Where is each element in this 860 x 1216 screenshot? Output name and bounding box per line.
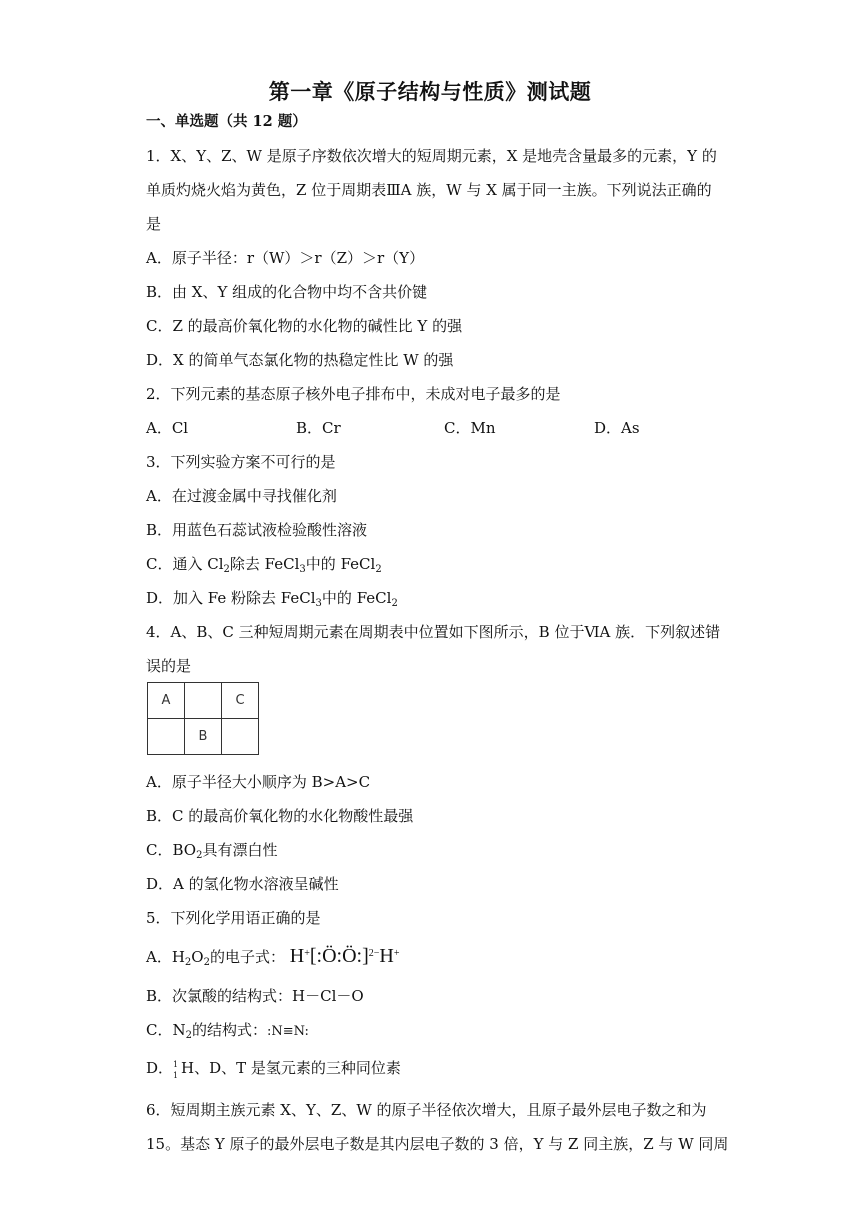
q3-option-d: D．加入 Fe 粉除去 FeCl$_3$中的 FeCl$_2$	[146, 589, 398, 609]
page-title: 第一章《原子结构与性质》测试题	[268, 79, 592, 104]
q6-stem-line1: 6．短周期主族元素 X、Y、Z、W 的原子半径依次增大，且原子最外层电子数之和为	[146, 1101, 707, 1119]
q1-stem-line1: 1．X、Y、Z、W 是原子序数依次增大的短周期元素，X 是地壳含量最多的元素，Y 的	[146, 147, 717, 165]
q2-option-c: C．Mn	[444, 419, 496, 437]
q5-option-d: D． 1 1 H、D、T 是氢元素的三种同位素	[146, 1059, 401, 1080]
q4-stem-line1: 4．A、B、C 三种短周期元素在周期表中位置如下图所示，B 位于ⅥA 族．下列叙述错	[146, 623, 721, 641]
cell-empty	[148, 719, 185, 755]
q1-option-a: A．原子半径：r（W）＞r（Z）＞r（Y）	[146, 249, 425, 267]
q4-option-c: C．$BO_2$具有漂白性	[146, 841, 278, 861]
q5-stem: 5．下列化学用语正确的是	[146, 909, 321, 927]
q3-option-a: A．在过渡金属中寻找催化剂	[146, 487, 337, 505]
n2-structural-formula: :N≡N:	[267, 1024, 309, 1039]
q2-option-d: D．As	[594, 419, 640, 437]
q5-option-b: B．次氯酸的结构式：H－Cl－O	[146, 987, 364, 1005]
q5-option-a: A．$H_2O_2$的电子式： H+[:Ö:Ö:]$^{2-}$H+	[146, 945, 400, 968]
q2-stem: 2．下列元素的基态原子核外电子排布中，未成对电子最多的是	[146, 385, 561, 403]
q2-option-b: B．Cr	[296, 419, 341, 437]
section-heading: 一、单选题（共 12 题）	[146, 113, 307, 130]
q2-option-a: A．Cl	[146, 419, 189, 437]
q4-stem-line2: 误的是	[146, 657, 192, 675]
q3-option-b: B．用蓝色石蕊试液检验酸性溶液	[146, 521, 368, 539]
q4-option-a: A．原子半径大小顺序为 B>A>C	[146, 773, 371, 791]
q4-option-b: B．C 的最高价氧化物的水化物酸性最强	[146, 807, 414, 825]
periodic-table-fragment	[147, 682, 259, 755]
isotope-notation: 1 1	[173, 1060, 179, 1080]
cell-a: A	[148, 683, 185, 719]
cell-empty	[185, 683, 222, 719]
q6-stem-line2: 15。基态 Y 原子的最外层电子数是其内层电子数的 3 倍，Y 与 Z 同主族，Z 与 W 同周	[146, 1135, 729, 1153]
q1-stem-line3: 是	[146, 215, 162, 233]
q1-stem-line2: 单质灼烧火焰为黄色，Z 位于周期表ⅢA 族，W 与 X 属于同一主族。下列说法正确的	[146, 181, 712, 199]
q5-option-c: C．$N_2$的结构式：:N≡N:	[146, 1021, 309, 1041]
q1-option-d: D．X 的简单气态氯化物的热稳定性比 W 的强	[146, 351, 454, 369]
cell-c: C	[222, 683, 259, 719]
electron-formula: H+[:Ö:Ö:]$^{2-}$H+	[289, 945, 400, 967]
q1-option-c: C．Z 的最高价氧化物的水化物的碱性比 Y 的强	[146, 317, 463, 335]
cell-b: B	[185, 719, 222, 755]
q1-option-b: B．由 X、Y 组成的化合物中均不含共价键	[146, 283, 428, 301]
q3-option-c: C．通入 $Cl_2$除去 FeCl$_3$中的 FeCl$_2$	[146, 555, 382, 575]
cell-empty	[222, 719, 259, 755]
q3-stem: 3．下列实验方案不可行的是	[146, 453, 336, 471]
q4-option-d: D．A 的氢化物水溶液呈碱性	[146, 875, 339, 893]
